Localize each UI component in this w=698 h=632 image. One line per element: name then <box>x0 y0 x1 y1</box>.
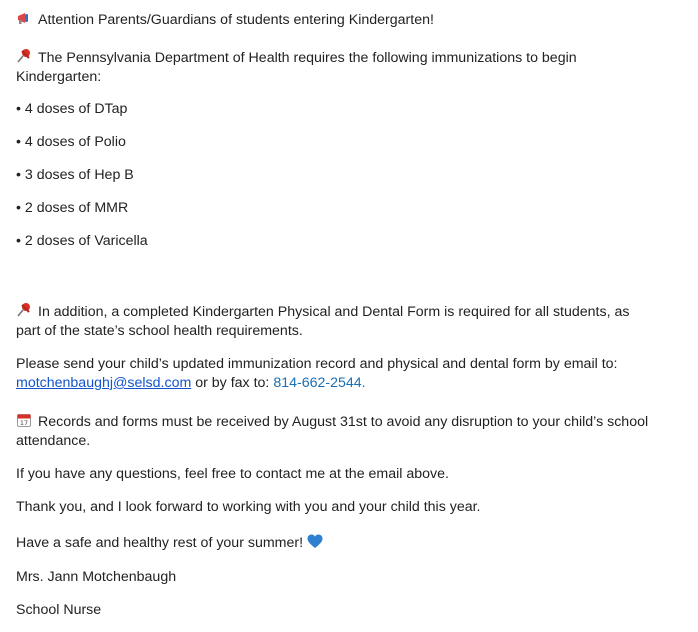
pushpin-icon <box>16 48 32 64</box>
immunization-item-5: • 2 doses of Varicella <box>16 233 148 249</box>
heading-text: Attention Parents/Guardians of students entering Kindergarten! <box>38 12 434 28</box>
calendar-icon <box>16 412 32 428</box>
physical-dental-text: In addition, a completed Kindergarten Physical and Dental Form is required for all students, as part of the state’s school health requirements. <box>16 304 630 339</box>
fax-suffix: . <box>361 375 366 391</box>
physical-dental-paragraph <box>16 302 656 341</box>
requirement-text: The Pennsylvania Department of Health requires the following immunizations to begin Kindergarten: <box>16 50 577 85</box>
deadline-text: Records and forms must be received by August 31st to avoid any disruption to your child’s school attendance. <box>16 414 649 449</box>
deadline-paragraph <box>16 412 656 451</box>
immunization-item-3: • 3 doses of Hep B <box>16 167 134 183</box>
thanks-paragraph: Thank you, and I look forward to working with you and your child this year. <box>16 499 481 515</box>
immunization-item-4: • 2 doses of MMR <box>16 200 129 216</box>
immunization-item-2: • 4 doses of Polio <box>16 134 126 150</box>
svg-text:17: 17 <box>19 419 29 428</box>
requirement-paragraph <box>16 48 656 87</box>
megaphone-icon <box>16 10 32 26</box>
send-records-text: Please send your child’s updated immunization record and physical and dental form by email to: <box>16 356 618 372</box>
blue-heart-icon <box>307 534 323 555</box>
closing-paragraph <box>16 534 656 555</box>
fax-number: 814-662-2544 <box>273 375 362 391</box>
heading-paragraph <box>16 10 656 30</box>
send-records-paragraph <box>16 355 656 393</box>
questions-paragraph: If you have any questions, feel free to contact me at the email above. <box>16 466 449 482</box>
immunization-item-1: • 4 doses of DTap <box>16 101 128 117</box>
closing-text: Have a safe and healthy rest of your summer! <box>16 535 304 551</box>
signature-title: School Nurse <box>16 602 102 618</box>
email-link[interactable]: motchenbaughj@selsd.com <box>16 375 192 391</box>
signature-name: Mrs. Jann Motchenbaugh <box>16 569 177 585</box>
fax-prefix-text: or by fax to: <box>191 375 274 391</box>
pushpin-icon <box>16 302 32 318</box>
